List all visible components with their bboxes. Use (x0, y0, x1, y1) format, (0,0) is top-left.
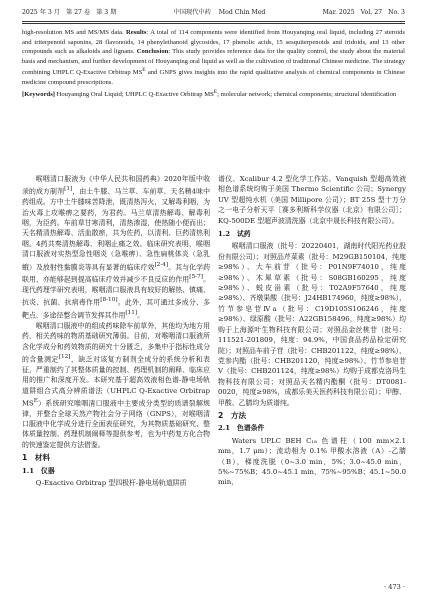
citation: [5-7] (189, 274, 204, 281)
intro-paragraph-2 (22, 321, 210, 450)
instruments-paragraph: Q-Exactive Orbitrap 型四极杆-静电场轨道阱质 (35, 479, 187, 488)
keywords-text: Houyanqing Oral Liquid; UHPLC Q-Exactive Orbitrap MS (54, 90, 214, 98)
header-journal-en: Mod Chin Med (218, 9, 266, 16)
intro-text-2: ，由土牛膝、马兰草、车前草、天名精4味中药组成。方中土牛膝味苦降泄，既清热泻火，又解毒利咽，为治火毒上攻喉痹之要药，为君药。马兰草清热解毒、解毒利咽，为臣药。车前草甘寒清利，清热渗湿，使热随小便而出；天名精清热解毒、活血散瘀，共为佐药，以清利、巨药清热利咽。4药共奏清热解毒、利咽止痛之效。临床研究表明，喉咽清口服液对实热型急性咽炎（急喉痹）、急性扁桃体炎（急乳蛾）及放射性黏膜炎等具有显著的临床疗效 (22, 187, 211, 271)
english-abstract (22, 28, 405, 100)
header-volume: 第 27 卷 (65, 9, 91, 16)
right-column (218, 174, 406, 488)
conclusion-label: Conclusion (136, 48, 169, 56)
intro-text-6: 。 (137, 311, 145, 320)
keywords-superscript: E (213, 88, 218, 95)
conclusion-text: : This study provides reference data for the quality control, the study about the material basis and mechanism, and further development of Houyanqing oral liquid as well as the cultivation of traditional Chinese medicine. The strategy combining UHPLC Q-Exactive Orbitrap MS (22, 48, 405, 77)
subsection-heading-instruments: 1.1 仪器 (22, 466, 55, 475)
intro-text-1: 喉咽清口服液为《中华人民共和国药典》2020年版中收录的成方制剂 (22, 175, 210, 196)
header-issue: 第 3 期 (96, 9, 117, 16)
page-number: · 473 · (384, 583, 405, 591)
header-year: 2025 年 3 月 (22, 9, 60, 16)
running-header (22, 6, 405, 20)
section-heading-methods: 2 方法 (218, 410, 247, 420)
chromatography-paragraph: Waters UPLC BEH C₁₈ 色谱柱（100 mm×2.1 mm，1.7 μm）；流动相为 0.1% 甲酸水溶液（A）-乙腈（B），梯度洗脱（0~3.0 min，5%；3.0~45.0 min，5%~75%B；45.0~45.1 min，75%~95%B；45.1~50.0 min， (218, 436, 406, 487)
intro-text-4: 。现代药理学研究表明，喉咽清口服液具有较好的解热、镇痛、抗炎、抗菌、抗病毒作用 (22, 275, 211, 307)
superscript: E (33, 397, 38, 404)
keywords-line (22, 88, 405, 100)
citation: [12] (58, 353, 71, 360)
header-no-en: No. 3 (388, 9, 405, 16)
citation: [1] (64, 186, 73, 193)
conclusion-text-2: and GNPS gives insights into the rapid qualitative analysis of chemical components in Chinese medicine compound prescriptions. (22, 69, 405, 87)
intro-paragraph-1 (22, 174, 210, 321)
reagents-paragraph: 喉咽清口服液（批号：20220401，湖南时代阳光药业股份有限公司）；对照品芹菜素（批号：M29GB150104，纯度≥98%）、大车前苷（批号：P01N9F74010，纯度≥98%）、木犀草素（批号：S08GB160295，纯度≥98%）、蜕皮甾素（批号：T02A9F57640，纯度≥98%）、齐墩果酸（批号：J24HB174960，纯度≥98%）、竹节参皂苷Ⅳa（批号：C19D105S106246，纯度≥98%）、绿原酸（批号：A22GB158496，纯度≥98%）均购于上海源叶生物科技有限公司；对照品金丝桃苷（批号：111521-201809，纯度：94.9%，中国食品药品检定研究院）；对照品车前子苷（批号：CHB201122，纯度≥98%）、党参内酯（批号：CHB201120，纯度≥98%）、竹节参皂苷Ⅴ（批号：CHB201124，纯度≥98%）均购于成都克洛玛生物科技有限公司；对照品天名精内酯酮（批号：DT0081-0020，纯度≥98%，成都乐美天医药科技有限公司）；甲醇、甲酸、乙腈均为质谱纯。 (218, 242, 406, 407)
intro-p2-text-2: ，缺乏对该复方制剂全成分的系统分析和表征，严重制约了其整体质量的控制、药理机制的阐释、临床应用的推广和深度开发。本研究基于超高效液相色谱-静电场轨道阱组合式高分辨质谱法（UHPLC Q-Exactive Orbitrap MS (22, 355, 211, 408)
abstract-methods-tail: high-resolution MS and MS/MS data. (22, 29, 126, 36)
citation: [8-10] (100, 297, 118, 304)
results-label: Results (125, 29, 147, 36)
section-heading-materials: 1 材料 (22, 453, 51, 463)
subsection-heading-reagents: 1.2 试药 (218, 230, 251, 239)
citation: [11] (125, 310, 138, 317)
keywords-label: [Keywords] (22, 90, 55, 98)
left-column (22, 174, 210, 488)
citation: [2-4] (154, 261, 169, 268)
instruments-continued: 谱仪、Xcalibur 4.2 型化学工作站、Vanquish 型超高效液相色谱系统均购于美国 Thermo Scientific 公司；Synergy UV 型超纯水机（美国 Millipore 公司）；BT 25S 型十万分之一电子分析天平［赛多利斯科学仪器（北京）有限公司］；KQ-500DE 型超声波清洗器（北京中晟长科技有限公司）。 (218, 175, 406, 225)
intro-p2-text-3: ）系统研究喉咽清口服液中主要成分类型的质谱裂解规律，并整合全球天然产物社会分子网络（GNPS），对喉咽清口服液中化学成分进行全面表征研究，为其物质基础研究、整体质量控制、药理机制阐释等提供参考，也为中药复方化合物的快速鉴定提供方法借鉴。 (22, 399, 210, 449)
header-vol-en: Vol. 27 (360, 9, 383, 16)
intro-text-3: 。其与化学药联用，亦能够起到提高临床疗效并减少不良反应的作用 (22, 262, 211, 284)
results-text: : A total of 114 components were identified from Houyanqing oral liquid, including 27 steroids and triterpenoid saponins, 28 flavonoids, 14 phenylethanoid glycosides, 17 phenolic acids, 15 sesquiterpenoids and iridoids, and 13 other compounds such as alkaloids and lignans. (22, 29, 405, 56)
header-month-en: Mar. 2025 (322, 9, 355, 16)
keywords-text-2: ; molecular network; chemical components; structural identification (217, 90, 397, 98)
abstract-body (22, 28, 405, 88)
conclusion-superscript: E (142, 67, 146, 74)
intro-p2-text-1: 喉咽清口服液中的组成药味除车前草外，其他均为地方用药，相关药味的物质基础研究薄弱。目前，对喉咽清口服液所含化学成分和药效物质的研究十分匮乏，多集中于指标性成分的含量测定 (22, 321, 210, 364)
header-journal-cn: 中国现代中药 (173, 9, 211, 16)
header-rule-thin (22, 23, 405, 24)
intro-text-5: 。此外，其可通过多成分、多靶点、多途径整合调节发挥其作用 (22, 298, 211, 320)
subsection-heading-chromatography: 2.1 色谱条件 (218, 424, 265, 433)
